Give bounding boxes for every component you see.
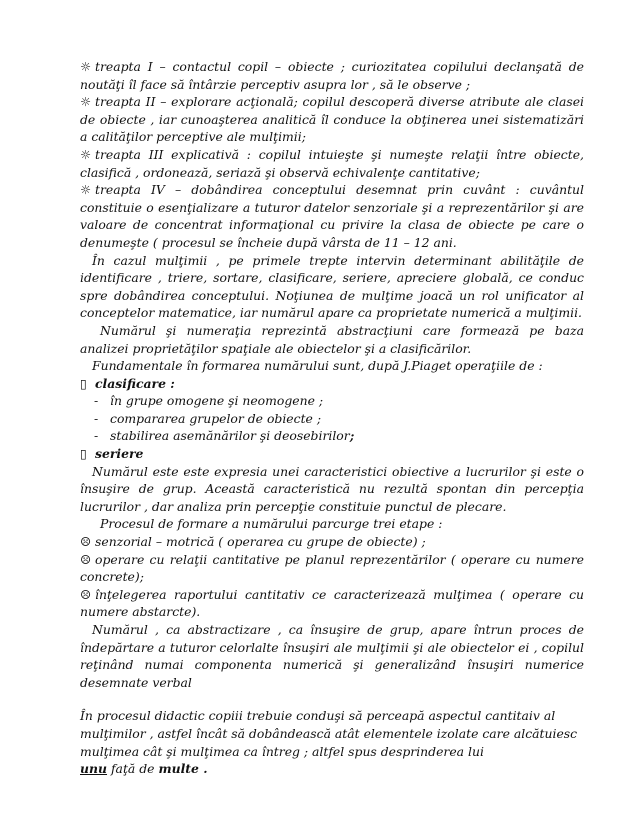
box-icon: ▯ <box>80 446 87 462</box>
seriere-heading <box>80 445 584 463</box>
document-page <box>80 58 584 778</box>
smiley-icon: ☹ <box>80 586 92 602</box>
star-icon: ☼ <box>80 59 92 74</box>
seriere-label: seriere <box>95 446 144 462</box>
paragraph-text: treapta II – explorare acţională; copilul descoperă diverse atribute ale clasei de obiecte , iar cunoaşterea analitică îl conduce la obţinerea unei sistematizări a calităţilor perceptive ale mulţimii; <box>80 94 584 145</box>
list-item: - stabilirea asemănărilor şi deosebirilor; <box>94 428 355 444</box>
paragraph-treapta-1 <box>80 58 584 93</box>
paragraph-treapta-3 <box>80 146 584 181</box>
paragraph-text: treapta I – contactul copil – obiecte ; curiozitatea copilului declanşată de noutăţi îl face să întârzie perceptiv asupra lor , să le observe ; <box>80 59 584 92</box>
list-item: - compararea grupelor de obiecte ; <box>94 410 321 426</box>
etapa-2: ☹ operare cu relaţii cantitative pe planul reprezentărilor ( operare cu numere concrete); <box>80 551 584 585</box>
clasificare-list <box>80 392 584 445</box>
paragraph-treapta-4 <box>80 181 584 251</box>
clasificare-heading <box>80 375 584 393</box>
word-multe: multe <box>158 761 199 777</box>
smiley-icon: ☹ <box>80 551 92 567</box>
etapa-1: ☹ senzorial – motrică ( operarea cu grupe de obiecte) ; <box>80 534 426 550</box>
paragraph-text: treapta IV – dobândirea conceptului desemnat prin cuvânt : cuvântul constituie o esenţializare a tuturor datelor senzoriale şi a reprezentărilor şi are valoare de concentrat informaţional cu privire la clasa de obiecte pe care o denumeşte ( procesul se încheie după vârsta de 11 – 12 ani. <box>80 182 584 250</box>
star-icon: ☼ <box>80 94 92 110</box>
paragraph-abstractizare: Numărul , ca abstractizare , ca însuşire de grup, apare întrun proces de îndepărtare a tuturor celorlalte însuşiri ale mulţimii şi ale obiectelor ei , copilul reţinând numai componenta numerică şi generalizând însuşiri numerice desemnate verbal <box>80 622 584 690</box>
paragraph-didactic: În procesul didactic copiii trebuie conduşi să perceapă aspectul cantitaiv al mulţimilor , astfel încât să dobândească atât elementele izolate care alcătuiesc mulţimea cât şi mulţimea ca întreg ; altfel spus desprinderea lui unu faţă de multe . <box>80 708 578 777</box>
paragraph-spacer <box>80 691 584 707</box>
etapa-3: ☹ înţelegerea raportului cantitativ ce caracterizează mulţimea ( operare cu numere abstarcte). <box>80 586 584 620</box>
word-unu: unu <box>80 761 108 777</box>
paragraph-numarul: Numărul şi numeraţia reprezintă abstracţiuni care formează pe baza analizei proprietăţilor spaţiale ale obiectelor şi a clasificărilor. <box>80 322 584 356</box>
box-icon: ▯ <box>80 375 87 391</box>
star-icon: ☼ <box>80 182 92 198</box>
paragraph-multime: În cazul mulţimii , pe primele trepte intervin determinant abilităţile de identificare , triere, sortare, clasificare, seriere, apreciere globală, ce conduc spre dobândirea conceptului. Noţiunea de mulţime joacă un rol unificator al conceptelor matematice, iar numărul apare ca proprietate numerică a mulţimii. <box>80 252 584 321</box>
star-icon: ☼ <box>80 146 92 162</box>
list-item: - în grupe omogene şi neomogene ; <box>94 393 324 409</box>
paragraph-etape: Procesul de formare a numărului parcurge trei etape : <box>100 516 443 532</box>
paragraph-piaget: Fundamentale în formarea numărului sunt, după J.Piaget operaţiile de : <box>92 358 543 374</box>
clasificare-label: clasificare : <box>95 375 175 391</box>
smiley-icon: ☹ <box>80 534 92 550</box>
paragraph-treapta-2 <box>80 93 584 146</box>
paragraph-text: treapta III explicativă : copilul intuieşte şi numeşte relaţii între obiecte, clasifică , ordonează, seriază şi observă echivalenţe cantitative; <box>80 146 584 180</box>
paragraph-expresia: Numărul este este expresia unei caracteristici obiective a lucrurilor şi este o însuşire de grup. Această caracteristică nu rezultă spontan din percepţia lucrurilor , dar analiza prin percepţie constituie punctul de plecare. <box>80 463 584 514</box>
